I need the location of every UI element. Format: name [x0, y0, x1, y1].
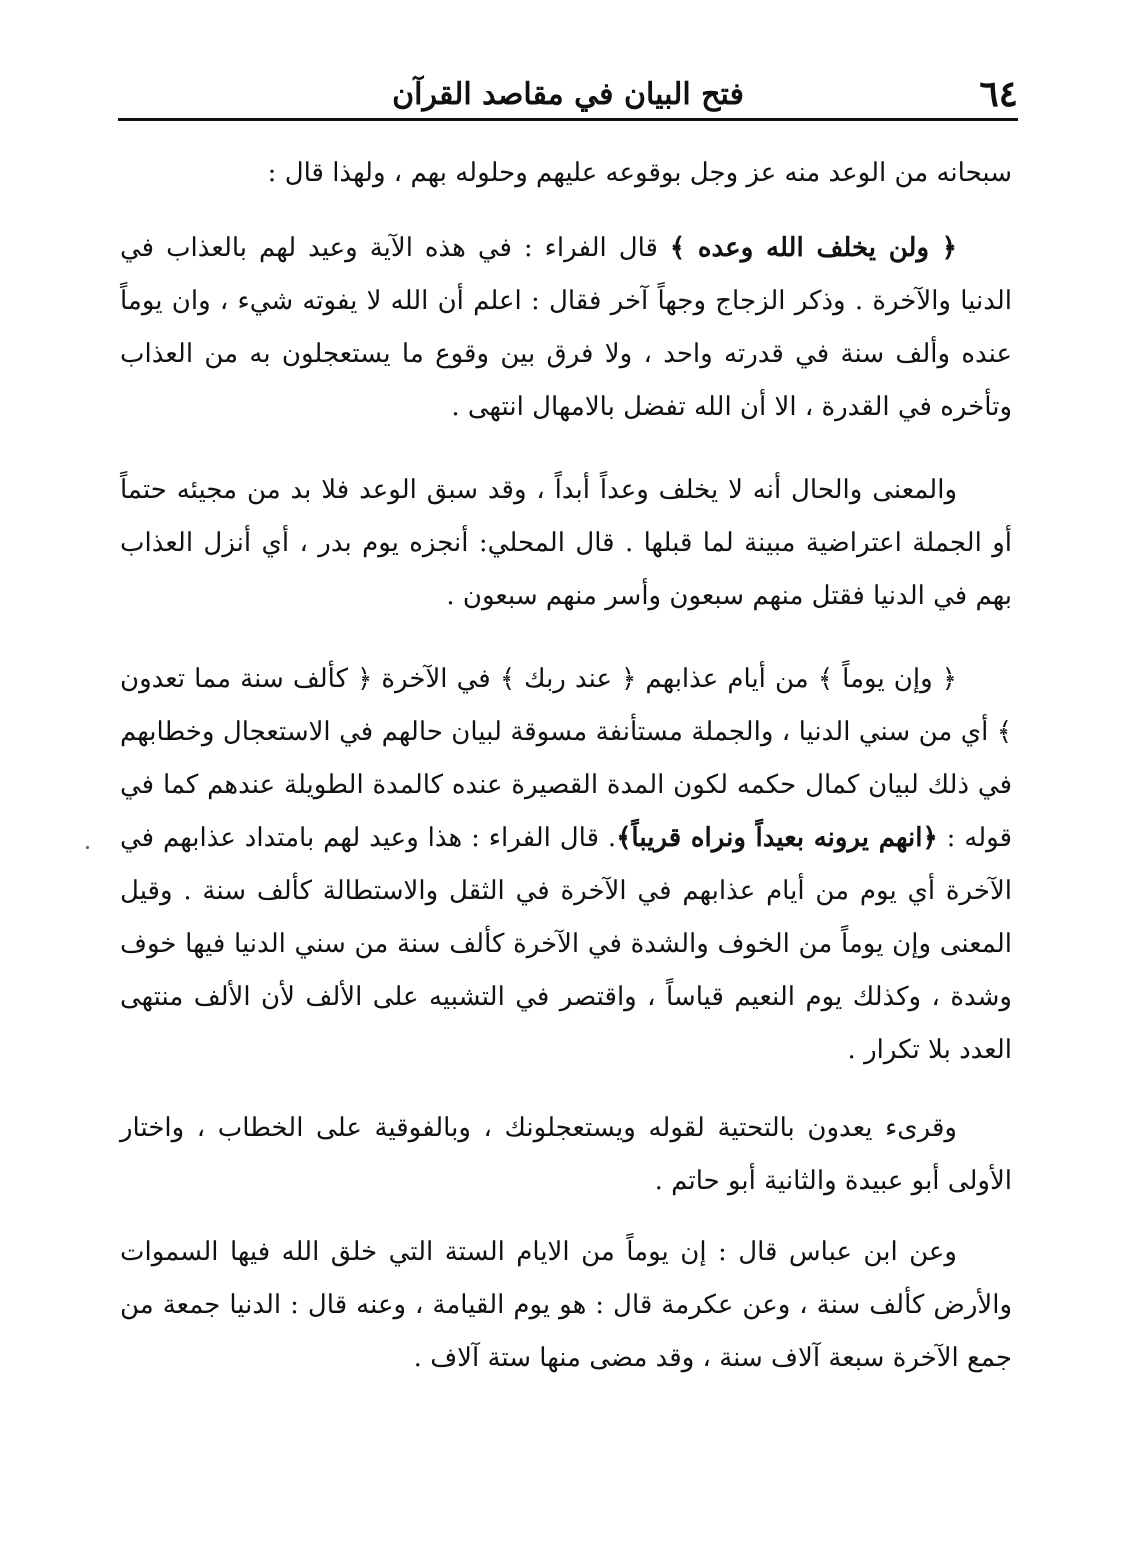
running-title: فتح البيان في مقاصد القرآن — [392, 77, 744, 112]
paragraph-4 — [120, 653, 1012, 1077]
scan-speck — [86, 846, 89, 849]
paragraph-4-text: ﴿ وإن يوماً ﴾ من أيام عذابهم ﴿ عند ربك ﴾ في الآخرة ﴿ كألف سنة مما تعدون ﴾ أي من سني الدنيا ، والجملة مستأنفة مسوقة لبيان حالهم في الاستعجال وخطابهم في ذلك لبيان كمال حكمه لكون المدة القصيرة عنده كالمدة الطويلة عندهم كما في قوله : — [120, 664, 1012, 853]
paragraph-2-text: قال الفراء : في هذه الآية وعيد لهم بالعذاب في الدنيا والآخرة . وذكر الزجاج وجهاً آخر فقال : اعلم أن الله لا يفوته شيء ، وان يوماً عنده وألف سنة في قدرته واحد ، ولا فرق بين وقوع ما يستعجلون به من العذاب وتأخره في القدرة ، الا أن الله تفضل بالامهال انتهى . — [120, 233, 1012, 422]
paragraph-4-text-after: . قال الفراء : هذا وعيد لهم بامتداد عذابهم في الآخرة أي يوم من أيام عذابهم في الآخرة في الثقل والاستطالة كألف سنة . وقيل المعنى وإن يوماً من الخوف والشدة في الآخرة كألف سنة من سني الدنيا فيها خوف وشدة ، وكذلك يوم النعيم قياساً ، واقتصر في التشبيه على الألف لأن الألف منتهى العدد بلا تكرار . — [120, 823, 1012, 1065]
paragraph-5-text: وقرىء يعدون بالتحتية لقوله ويستعجلونك ، وبالفوقية على الخطاب ، واختار الأولى أبو عبيدة والثانية أبو حاتم . — [120, 1113, 1012, 1196]
paragraph-2 — [120, 222, 1012, 434]
paragraph-3-text: والمعنى والحال أنه لا يخلف وعداً أبداً ، وقد سبق الوعد فلا بد من مجيئه حتماً أو الجملة اعتراضية مبينة لما قبلها . قال المحلي: أنجزه يوم بدر ، أي أنزل العذاب بهم في الدنيا فقتل منهم سبعون وأسر منهم سبعون . — [120, 475, 1012, 611]
page-header — [118, 70, 1018, 120]
page-body — [120, 145, 1012, 1385]
paragraph-1 — [120, 147, 1012, 200]
quran-quote: ﴿ ولن يخلف الله وعده ﴾ — [669, 233, 958, 263]
page-number: ٦٤ — [979, 73, 1018, 115]
paragraph-6-text: وعن ابن عباس قال : إن يوماً من الايام الستة التي خلق الله فيها السموات والأرض كألف سنة ، وعن عكرمة قال : هو يوم القيامة ، وعنه قال : الدنيا جمعة من جمع الآخرة سبعة آلاف سنة ، وقد مضى منها ستة آلاف . — [120, 1237, 1012, 1373]
paragraph-3 — [120, 464, 1012, 623]
header-rule — [118, 118, 1018, 121]
paragraph-1-text: سبحانه من الوعد منه عز وجل بوقوعه عليهم وحلوله بهم ، ولهذا قال : — [267, 158, 1012, 188]
paragraph-6 — [120, 1226, 1012, 1385]
quran-quote: ﴿انهم يرونه بعيداً ونراه قريباً﴾ — [616, 823, 938, 853]
paragraph-5 — [120, 1102, 1012, 1208]
